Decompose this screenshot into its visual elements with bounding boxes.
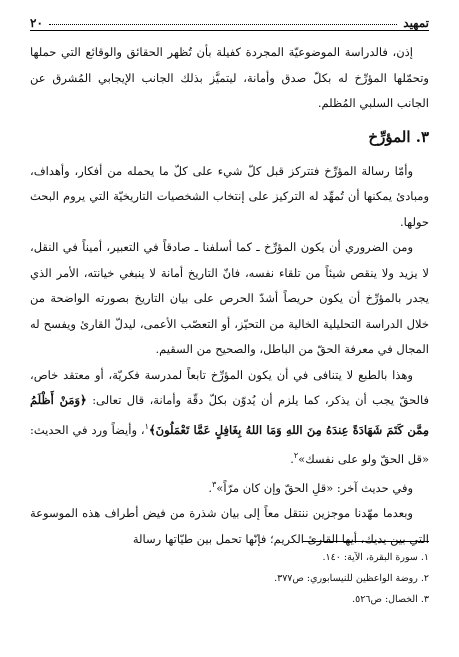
footnote-3: ٣. الخصال: ص٥٢٦. [352, 594, 429, 605]
quran-verse: ﴿وَمَنْ أَظْلَمُ مِمَّن كَتَمَ شَهَادَةً عِندَهُ مِنَ اللهِ وَمَا اللهُ بِغَافِلٍ عَمَّا تَعْمَلُونَ﴾ [30, 393, 429, 437]
paragraph-2: وأمّا رسالة المؤرِّخ فتتركز قبل كلّ شيء على كلّ ما يحمله من أفكار، وأهداف، ومبادئ يمكنها أن تُمهِّد له التركيز على إنتخاب الشخصيات التاريخيّة التي يروم البحث حولها. [30, 163, 429, 229]
paragraph-5-text-b: . [208, 480, 212, 495]
paragraph-4 [30, 363, 429, 473]
section-heading: ٣. المؤرِّخ [368, 127, 429, 146]
page-number: ٢٠ [30, 16, 43, 30]
footnote-separator [303, 541, 429, 542]
footnote-1: ١. سورة البقرة، الآية: ١٤٠. [322, 552, 429, 563]
footnotes [30, 547, 429, 610]
footnote-2: ٢. روضة الواعظين للنيسابوري: ص٣٧٧. [274, 573, 429, 584]
paragraph-6: وبعدما مهّدنا موجزين ننتقل معاً إلى بيان شذرة من فيض أطراف هذه الموسوعة التي بين يديك، أيها القارئ الكريم؛ فإنّها تحمل بين طيّاتها رسالة [30, 506, 429, 546]
paragraph-4-text-b: ، وأيضاً ورد في الحديث: «قل الحقّ ولو على نفسك» [30, 422, 429, 466]
footnote-marker-1: ١ [144, 421, 149, 431]
paragraph-3: ومن الضروري أن يكون المؤرِّخ ـ كما أسلفنا ـ صادقاً في التعبير، أميناً في النقل، لا يزيد ولا ينقص شيئاً من تلقاء نفسه، فانّ التاريخ أمانة لا ينبغي خيانته، الأمر الذي يجدر بالمؤرِّخ أن يكون حريصاً أشدّ الحرص على بيان التاريخ بصورته الواضحة من خلال الدراسة التحليلية الخالية من التحيّز، أو التعصّب الأعمى، ليدلّ القارئ ويفسح له المجال في معرفة الحقّ من الباطل، والصحيح من السقيم. [30, 240, 429, 356]
header-title: تمهيد [403, 16, 429, 30]
paragraph-4-text-a: وهذا بالطبع لا يتنافى في أن يكون المؤرِّخ تابعاً لمدرسة فكريّة، أو معتقد خاص، فالحقّ يجب أن يذكر، كما يلزم أن يُدوّن بكلّ دقّة وأمانة، قال تعالى: [30, 367, 429, 407]
paragraph-1: إذن، فالدراسة الموضوعيّة المجردة كفيلة بأن تُظهر الحقائق والوقائع التي حملها وتحمّلها المؤرِّخ له بكلّ صدق وأمانة، ليتميَّز بذلك الجانب الإيجابي المُشرق عن الجانب السلبي المُظلم. [30, 45, 429, 110]
paragraph-4-text-c: . [290, 451, 294, 466]
header-leader-dots [49, 24, 397, 25]
page-body [30, 40, 429, 552]
paragraph-5-text-a: وفي حديث آخر: «قلِ الحقّ وإن كان مرّاً» [216, 480, 413, 495]
running-header [30, 8, 429, 31]
footnote-marker-2: ٢ [293, 450, 299, 460]
footnote-marker-3: ٣ [212, 480, 217, 490]
paragraph-5 [30, 472, 429, 501]
